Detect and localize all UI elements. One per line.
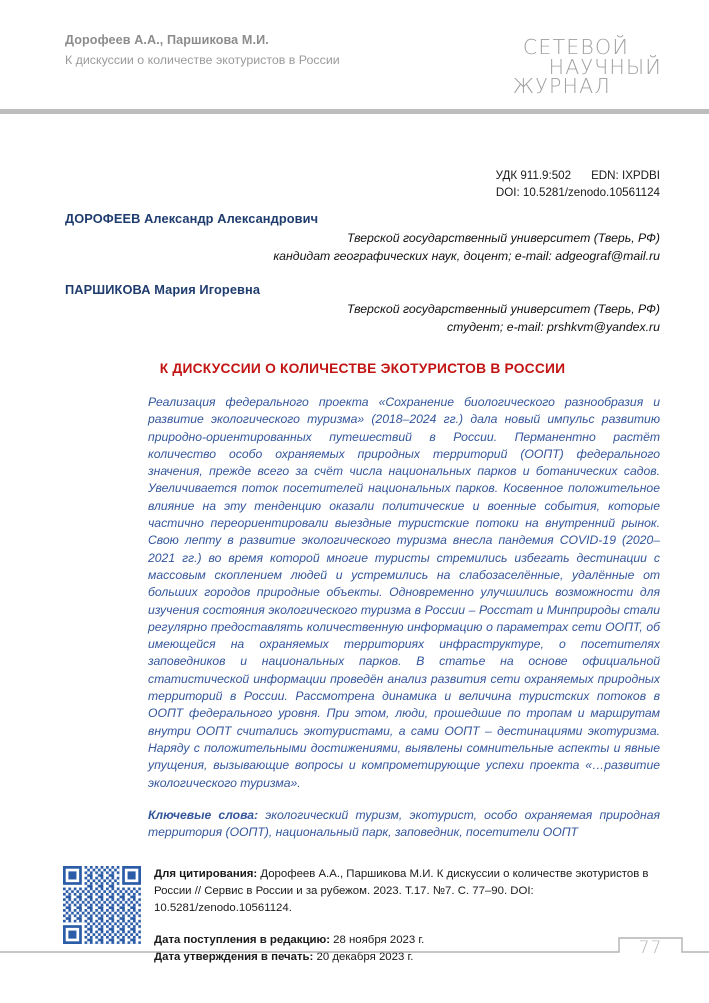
keywords-list: экологический туризм, экотурист, особо охраняемая природная территория (ООПТ), национальный парк, заповедник, посетители ООПТ	[148, 807, 660, 840]
running-head-title: К дискуссии о количестве экотуристов в России	[65, 53, 340, 67]
author-name: ДОРОФЕЕВ Александр Александрович	[65, 211, 319, 226]
running-head-authors: Дорофеев А.А., Паршикова М.И.	[65, 33, 269, 47]
date-received-label: Дата поступления в редакцию:	[154, 934, 330, 947]
date-received-value: 28 ноября 2023 г.	[330, 934, 425, 947]
author-affiliation	[65, 301, 660, 336]
citation-text	[154, 866, 660, 917]
page-number: 77	[638, 938, 663, 958]
meta-line-udk-edn	[496, 167, 660, 184]
author-affiliation	[65, 230, 660, 265]
keywords-label: Ключевые слова:	[148, 807, 259, 822]
keywords-paragraph	[148, 807, 660, 842]
footer-rule	[0, 936, 709, 956]
date-approved-label: Дата утверждения в печать:	[154, 951, 314, 964]
logo-line-3: ЖУРНАЛ	[512, 74, 611, 98]
citation-reference: Дорофеев А.А., Паршикова М.И. К дискуссии о количестве экотуристов в России // Сервис в России и за рубежом. 2023. Т.17. №7. С. 77–90. DOI: 10.5281/zenodo.10561124.	[154, 868, 649, 915]
abstract-text: Реализация федерального проекта «Сохранение биологического разнообразия и развитие экологического туризма» (2018–2024 гг.) дала новый импульс развитию природно-ориентированных путешествий в России. Перманентно растёт количество особо охраняемых природных территорий (ООПТ) федерального значения, прежде всего за счёт числа национальных парков и ботанических садов. Увеличивается поток посетителей национальных парков. Косвенное положительное влияние на эту тенденцию оказали политические и военные события, которые частично переориентировали выездные туристские потоки на внутренний рынок. Свою лепту в развитие экологического туризма внесла пандемия COVID-19 (2020–2021 гг.) во время которой многие туристы стремились избегать дестинации с массовым скоплением людей и устремились на слабозаселённые, удалённые от больших городов природные объекты. Одновременно улучшились возможности для изучения состояния экологического туризма в России – Росстат и Минприроды стали регулярно предоставлять количественную информацию о параметрах сети ООПТ, об имеющейся на охраняемых территориях инфраструктуре, о посетителях заповедников и национальных парков. В статье на основе официальной статистической информации проведён анализ развития сети охраняемых природных территорий в России. Рассмотрена динамика и величина туристских потоков в ООПТ федерального уровня. При этом, люди, прошедшие по тропам и маршрутам внутри ООПТ считались экотуристами, а сами ООПТ – дестинациями экотуризма. Наряду с положительными достижениями, выявлены сомнительные аспекты и явные упущения, вызывающие вопросы и компрометирующие успехи проекта «…развитие экологического туризма».	[148, 395, 660, 790]
running-head	[65, 33, 340, 67]
udk-code: УДК 911.9:502	[495, 169, 572, 182]
citation-label: Для цитирования:	[154, 868, 258, 881]
affiliation-details: студент; e-mail: prshkvm@yandex.ru	[446, 319, 660, 334]
qr-code	[63, 866, 141, 944]
affiliation-org: Тверской государственный университет (Тверь, РФ)	[346, 302, 660, 316]
author-block	[65, 282, 660, 336]
author-name: ПАРШИКОВА Мария Игоревна	[65, 282, 261, 297]
date-approved-value: 20 декабря 2023 г.	[313, 951, 414, 964]
article-content	[65, 211, 660, 966]
logo-line-1: СЕТЕВОЙ	[522, 35, 629, 59]
journal-logo	[512, 35, 662, 98]
doi-code: DOI: 10.5281/zenodo.10561124	[495, 186, 660, 199]
logo-line-2: НАУЧНЫЙ	[548, 54, 662, 79]
edn-code: EDN: IXPDBI	[591, 169, 660, 182]
author-block	[65, 211, 660, 265]
header-divider-bar	[0, 109, 709, 114]
affiliation-details: кандидат географических наук, доцент; e-mail: adgeograf@mail.ru	[273, 248, 660, 263]
affiliation-org: Тверской государственный университет (Тверь, РФ)	[346, 231, 660, 245]
article-title: К ДИСКУССИИ О КОЛИЧЕСТВЕ ЭКОТУРИСТОВ В РОССИИ	[159, 361, 566, 376]
article-meta	[496, 167, 660, 201]
